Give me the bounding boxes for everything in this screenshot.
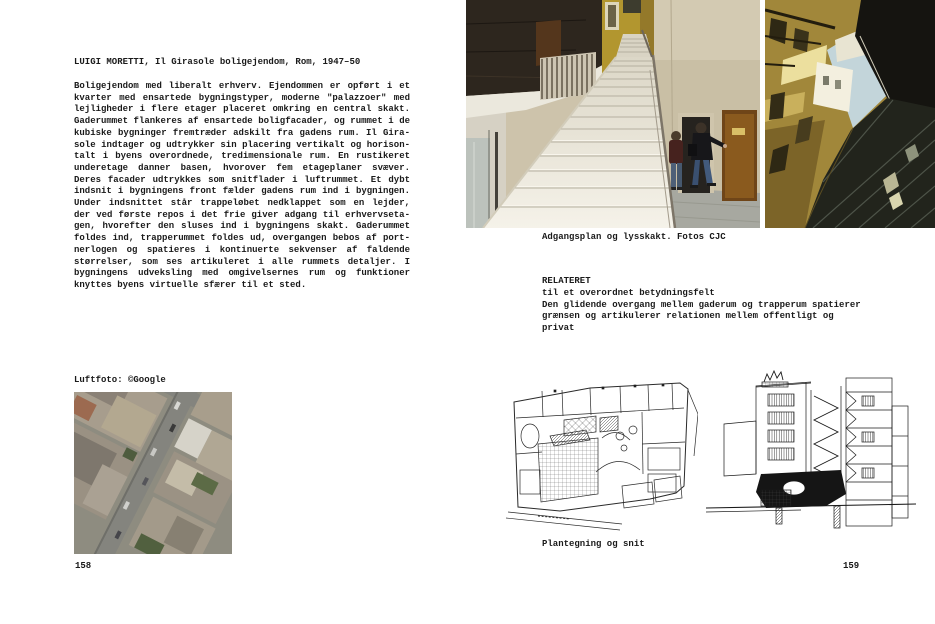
- body-line: Boligejendom med liberalt erhverv. Ejendommen er opført i et: [74, 81, 410, 91]
- body-line: Deres facader udtrykkes som snitflader i luftrummet. Et dybt: [74, 174, 410, 185]
- body-line: sole indtager og udtrykker sin placering vertikalt og horison-: [74, 139, 410, 150]
- floor-plan-image: [502, 374, 698, 532]
- related-heading: RELATERET: [542, 276, 591, 286]
- related-block: [542, 276, 861, 335]
- section-drawing: [706, 366, 916, 534]
- aerial-photo: [74, 392, 232, 554]
- body-line: talt i byens overordnede, tredimensionale rum. En rustikeret: [74, 151, 410, 162]
- body-line: der ved første repos i det frie giver adgang til erhvervseta-: [74, 209, 410, 220]
- body-line: foldes ind, trapperummet foldes ud, overgangen bebos af port-: [74, 233, 410, 244]
- body-line: lejligheder i flere etager placeret omkring en central skakt.: [74, 104, 410, 115]
- related-line: privat: [542, 323, 575, 334]
- article-body: [74, 81, 410, 292]
- article-title: LUIGI MORETTI, Il Girasole boligejendom, Rom, 1947–50: [74, 57, 361, 67]
- body-line: kubiske bygninger fremtræder adskilt fra gadens rum. Il Gira-: [74, 127, 410, 138]
- floor-plan-drawing: [502, 374, 698, 532]
- body-line: knyttes byens virtuelle sfærer til et sted.: [74, 279, 307, 290]
- body-line: kvarter med ensartede bygningstyper, moderne "palazzoer" med: [74, 92, 410, 103]
- page-number-right: 159: [843, 561, 860, 571]
- staircase-photo-image: [466, 0, 760, 228]
- body-line: gen, hvorefter den sluses ind i bygningens skakt. Gaderummet: [74, 221, 410, 232]
- page-number-left: 158: [75, 561, 92, 571]
- section-image: [706, 366, 916, 534]
- aerial-photo-image: [74, 392, 232, 554]
- light-shaft-photo-image: [765, 0, 935, 228]
- body-line: størrelser, som ses artikuleret i alle rummets detaljer. I: [74, 256, 410, 267]
- aerial-photo-caption: Luftfoto: ©Google: [74, 375, 166, 385]
- staircase-photo: [466, 0, 760, 228]
- body-line: bygningens udveksling med omgivelsernes rum og funktioner: [74, 268, 410, 279]
- body-line: Gaderummet flankeres af ensartede boligfacader, og rummet i de: [74, 116, 410, 127]
- related-line: Den glidende overgang mellem gaderum og trapperum spatierer: [542, 299, 861, 310]
- body-line: nerlogen og spatieres i kontinuerte sekvenser af faldende: [74, 244, 410, 255]
- drawings-caption: Plantegning og snit: [542, 539, 645, 549]
- body-line: underetage danner basen, hvorover fem etageplaner svæver.: [74, 162, 410, 173]
- body-line: indsnit i bygningens front fælder gadens rum ind i bygningen.: [74, 186, 410, 197]
- light-shaft-photo: [765, 0, 935, 228]
- body-line: Under indsnittet står trappeløbet nedklappet som en lejder,: [74, 198, 410, 209]
- related-line: til et overordnet betydningsfelt: [542, 287, 715, 298]
- photos-caption: Adgangsplan og lysskakt. Fotos CJC: [542, 232, 726, 242]
- related-line: grænsen og artikulerer relationen mellem offentligt og: [542, 311, 834, 322]
